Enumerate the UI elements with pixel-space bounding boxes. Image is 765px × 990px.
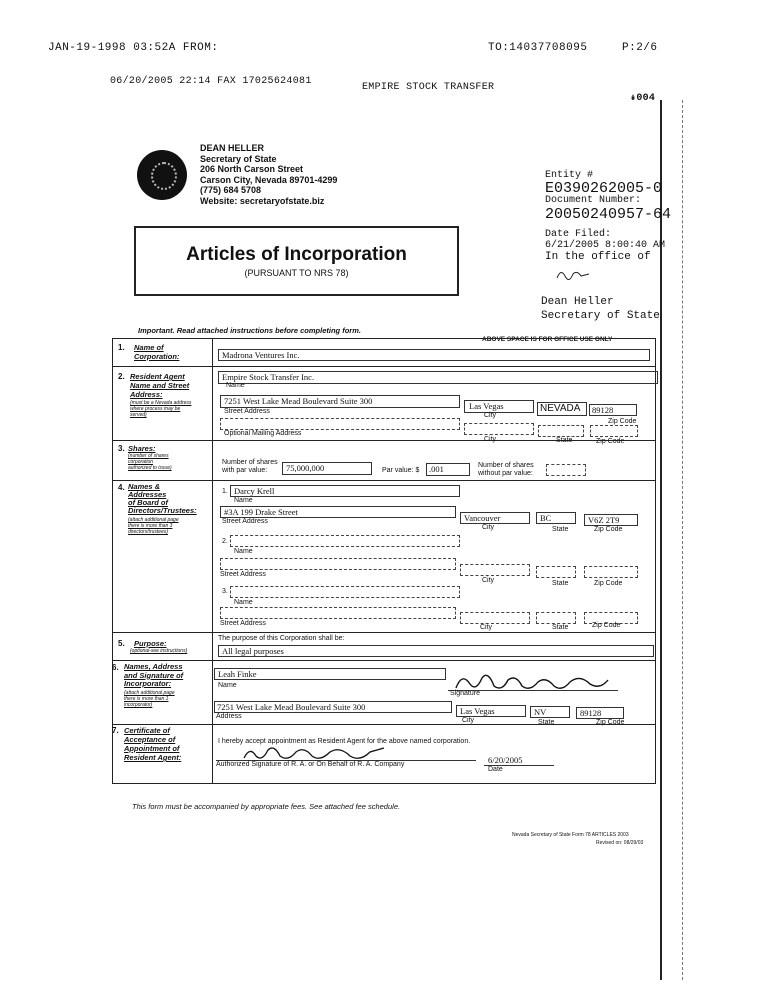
director-1-city-label: City <box>482 524 495 531</box>
director-3-street-label: Street Address <box>220 620 266 627</box>
director-1-name-value: Darcy Krell <box>234 486 275 496</box>
incorporator-city-field[interactable] <box>456 705 526 717</box>
s4-sub-line3: directors/trustees) <box>128 529 169 535</box>
s5-label: Purpose: <box>134 639 167 648</box>
director-3-name-field[interactable] <box>230 586 460 598</box>
agent-city-label: City <box>484 412 497 419</box>
s6-label-line3: Incorporator: <box>124 679 172 688</box>
director-2-street-label: Street Address <box>220 571 266 578</box>
incorporator-signature-label: Signature <box>450 690 480 697</box>
s6-sub-line3: incorporator) <box>124 702 153 708</box>
agent-city-field[interactable] <box>464 400 534 413</box>
director-2-state-field[interactable] <box>536 566 576 578</box>
date-filed-label: Date Filed: <box>545 229 612 240</box>
s6-number: 6. <box>112 663 119 672</box>
state-seal-icon <box>137 150 187 200</box>
s4-sub-line1: (attach additional page <box>128 517 179 523</box>
incorporator-address-field[interactable] <box>214 701 452 713</box>
director-1-zip-value: V6Z 2T9 <box>588 515 620 525</box>
s7-label-line4: Resident Agent: <box>124 753 182 762</box>
par-shares-value: 75,000,000 <box>286 463 325 473</box>
incorporator-zip-field[interactable] <box>576 707 624 719</box>
s3-sublabel <box>128 453 172 471</box>
fax-dashed-line <box>682 100 683 980</box>
director-1-zip-label: Zip Code <box>594 526 623 533</box>
director-3-zip-label: Zip Code <box>592 622 621 629</box>
s6-sublabel <box>124 690 175 708</box>
s5-number: 5. <box>118 639 125 648</box>
document-title: Articles of Incorporation <box>186 244 407 265</box>
s7-number: 7. <box>112 726 119 735</box>
divider-4 <box>112 632 656 633</box>
par-value-label: Par value: $ <box>382 467 420 474</box>
s6-sub-line2: there is more than 1 <box>124 696 169 702</box>
agent-name-value: Empire Stock Transfer Inc. <box>222 372 315 382</box>
s2-sublabel <box>130 400 191 418</box>
date-filed-value: 6/21/2005 8:00:40 AM <box>545 240 666 251</box>
director-1-state-label: State <box>552 526 569 533</box>
agent-city-value: Las Vegas <box>469 401 504 411</box>
acceptance-date-label: Date <box>488 766 503 773</box>
s4-number: 4. <box>118 483 125 492</box>
sos-name: DEAN HELLER <box>200 143 265 153</box>
s4-label-line3: of Board of <box>128 498 168 507</box>
director-3-name-label: Name <box>234 599 253 606</box>
s4-label-line1: Names & <box>128 482 161 491</box>
acceptance-date-value: 6/20/2005 <box>488 755 523 765</box>
s6-sub-line1: (attach additional page <box>124 690 175 696</box>
agent-signature-label: Authorized Signature of R. A. or On Behalf of R. A. Company <box>216 761 405 768</box>
corporation-name-field[interactable] <box>218 349 650 361</box>
s1-number: 1. <box>118 343 125 352</box>
par-value-value: .001 <box>429 464 444 474</box>
purpose-field[interactable] <box>218 645 654 657</box>
office-line: In the office of <box>545 251 651 263</box>
mailing-state-field[interactable] <box>538 425 584 437</box>
corporation-name-value: Madrona Ventures Inc. <box>222 350 300 360</box>
purpose-intro: The purpose of this Corporation shall be: <box>218 635 345 642</box>
director-1-street-label: Street Address <box>222 518 268 525</box>
fax-header-to: TO:14037708095 <box>488 42 588 54</box>
s5-sublabel: (optional-see instructions) <box>130 648 188 654</box>
director-1-zip-field[interactable] <box>584 514 638 526</box>
s3-label: Shares: <box>128 444 156 453</box>
divider-1 <box>112 366 656 367</box>
s4-label-line4: Directors/Trustees: <box>128 506 197 515</box>
sos-office: Secretary of State <box>200 153 277 164</box>
sos-address-2: Carson City, Nevada 89701-4299 <box>200 174 338 185</box>
incorporator-address-value: 7251 West Lake Mead Boulevard Suite 300 <box>217 702 366 712</box>
agent-zip-field[interactable] <box>589 404 637 416</box>
mailing-city-label: City <box>484 436 497 443</box>
stamp-signature-icon <box>555 266 595 282</box>
s4-sublabel <box>128 517 179 535</box>
fax-line-2: 06/20/2005 22:14 FAX 17025624081 <box>110 76 312 87</box>
instructions-line: Important. Read attached instructions before completing form. <box>138 326 361 335</box>
s2-label <box>130 372 189 399</box>
director-1-street-field[interactable] <box>220 506 456 518</box>
director-2-state-label: State <box>552 580 569 587</box>
director-3-number: 3. <box>222 588 228 595</box>
stamp-signer-title: Secretary of State <box>541 310 660 322</box>
nopar-shares-label <box>478 462 534 478</box>
par-shares-label-line2: with par value: <box>222 467 268 474</box>
purpose-value: All legal purposes <box>222 646 284 656</box>
office-use-label: ABOVE SPACE IS FOR OFFICE USE ONLY <box>482 336 613 343</box>
director-1-city-value: Vancouver <box>464 513 501 523</box>
fax-company: EMPIRE STOCK TRANSFER <box>362 82 495 93</box>
sos-phone: (775) 684 5708 <box>200 185 262 195</box>
incorporator-zip-value: 89128 <box>580 708 602 718</box>
director-3-state-label: State <box>552 624 569 631</box>
sos-website: Website: secretaryofstate.biz <box>200 195 325 206</box>
s2-sub-line1: (must be a Nevada address <box>130 400 192 406</box>
director-2-zip-label: Zip Code <box>594 580 623 587</box>
agent-street-label: Street Address <box>224 408 270 415</box>
director-3-state-field[interactable] <box>536 612 576 624</box>
s7-label-line1: Certificate of <box>124 726 170 735</box>
director-2-name-field[interactable] <box>230 535 460 547</box>
label-column-divider <box>212 338 213 784</box>
divider-2 <box>112 440 656 441</box>
par-value-field[interactable] <box>426 463 470 476</box>
s7-label-line2: Acceptance of <box>124 735 176 744</box>
director-3-city-label: City <box>480 624 493 631</box>
s1-label-line1: Name of <box>134 343 164 352</box>
incorporator-city-value: Las Vegas <box>460 706 495 716</box>
s3-sub-line1: (number of shares <box>128 453 169 459</box>
document-number: 20050240957-64 <box>545 206 672 223</box>
fax-header-page: P:2/6 <box>622 42 658 54</box>
incorporator-state-label: State <box>538 719 555 726</box>
incorporator-name-field[interactable] <box>214 668 446 680</box>
director-2-name-label: Name <box>234 548 253 555</box>
director-1-state-value: BC <box>540 513 552 523</box>
director-1-state-field[interactable] <box>536 512 576 524</box>
divider-3 <box>112 480 656 481</box>
incorporator-state-field[interactable] <box>530 706 570 718</box>
director-1-street-value: #3A 199 Drake Street <box>224 507 298 517</box>
sos-address-1: 206 North Carson Street <box>200 164 304 174</box>
fax-header-left: JAN-19-1998 03:52A FROM: <box>48 42 219 54</box>
director-2-number: 2. <box>222 538 228 545</box>
director-2-city-field[interactable] <box>460 564 530 576</box>
agent-zip-value: 89128 <box>592 405 614 415</box>
mailing-address-field[interactable] <box>220 418 460 430</box>
form-reference-1: Nevada Secretary of State Form 78 ARTICLES 2003 <box>512 832 629 838</box>
director-2-city-label: City <box>482 577 495 584</box>
document-number-label: Document Number: <box>545 195 642 206</box>
form-reference-2: Revised on: 08/29/03 <box>596 840 644 846</box>
s2-sub-line3: served) <box>130 412 147 418</box>
mailing-zip-label: Zip Code <box>596 438 625 445</box>
s4-sub-line2: there is more than 3 <box>128 523 173 529</box>
director-1-name-field[interactable] <box>230 485 460 497</box>
director-1-name-label: Name <box>234 497 253 504</box>
fax-page-number: ↡004 <box>630 93 656 104</box>
s2-label-line1: Resident Agent <box>130 372 185 381</box>
incorporator-zip-label: Zip Code <box>596 719 625 726</box>
acceptance-text: I hereby accept appointment as Resident Agent for the above named corporation. <box>218 738 471 745</box>
s6-label-line2: and Signature of <box>124 670 184 680</box>
nopar-shares-field[interactable] <box>546 464 586 476</box>
s6-label-line1: Names, Address <box>124 662 183 671</box>
fax-edge-line <box>660 100 662 980</box>
s2-number: 2. <box>118 372 125 381</box>
s3-number: 3. <box>118 444 125 453</box>
s7-label-line3: Appointment of <box>124 744 180 753</box>
fee-note: This form must be accompanied by appropriate fees. See attached fee schedule. <box>132 802 401 811</box>
agent-state-field[interactable] <box>537 402 587 416</box>
nopar-shares-label-line2: without par value: <box>478 470 533 477</box>
incorporator-address-label: Address <box>216 713 242 720</box>
s1-label-line2: Corporation: <box>134 352 180 361</box>
s2-sub-line2: where process may be <box>130 406 181 412</box>
par-shares-label <box>222 459 278 475</box>
director-2-street-field[interactable] <box>220 558 456 570</box>
par-shares-label-line1: Number of shares <box>222 459 278 466</box>
stamp-signer-name: Dean Heller <box>541 296 614 308</box>
agent-zip-label: Zip Code <box>608 418 637 425</box>
divider-6 <box>112 724 656 725</box>
agent-street-field[interactable] <box>220 395 460 408</box>
s3-sub-line3: authorized to issue) <box>128 465 172 471</box>
director-3-street-field[interactable] <box>220 607 456 619</box>
director-2-zip-field[interactable] <box>584 566 638 578</box>
incorporator-state-value: NV <box>534 707 547 717</box>
mailing-state-label: State <box>556 437 573 444</box>
director-1-number: 1. <box>222 488 228 495</box>
s2-label-line3: Address: <box>130 390 163 399</box>
s1-label <box>134 343 179 361</box>
mailing-city-field[interactable] <box>464 423 534 435</box>
s4-label <box>128 483 197 515</box>
entity-number: E0390262005-0 <box>545 180 663 197</box>
divider-5 <box>112 660 656 661</box>
agent-state-value: NEVADA <box>540 403 581 414</box>
document-subtitle: (PURSUANT TO NRS 78) <box>244 268 349 278</box>
mailing-zip-field[interactable] <box>590 425 638 437</box>
s3-sub-line2: corporation <box>128 459 154 465</box>
s4-label-line2: Addresses <box>128 490 167 499</box>
agent-name-field[interactable] <box>218 371 658 384</box>
agent-street-value: 7251 West Lake Mead Boulevard Suite 300 <box>224 396 373 406</box>
incorporator-name-label: Name <box>218 682 237 689</box>
secretary-block <box>200 143 337 206</box>
par-shares-field[interactable] <box>282 462 372 475</box>
s7-label <box>124 726 181 762</box>
mailing-address-label: Optional Mailing Address <box>224 430 302 437</box>
director-1-city-field[interactable] <box>460 512 530 524</box>
s6-label <box>124 663 183 689</box>
s2-label-line2: Name and Street <box>130 381 190 390</box>
incorporator-city-label: City <box>462 717 475 724</box>
entity-label: Entity # <box>545 170 594 181</box>
incorporator-name-value: Leah Finke <box>218 669 257 679</box>
nopar-shares-label-line1: Number of shares <box>478 462 534 469</box>
director-3-city-field[interactable] <box>460 612 530 624</box>
agent-name-label: Name <box>226 382 245 389</box>
